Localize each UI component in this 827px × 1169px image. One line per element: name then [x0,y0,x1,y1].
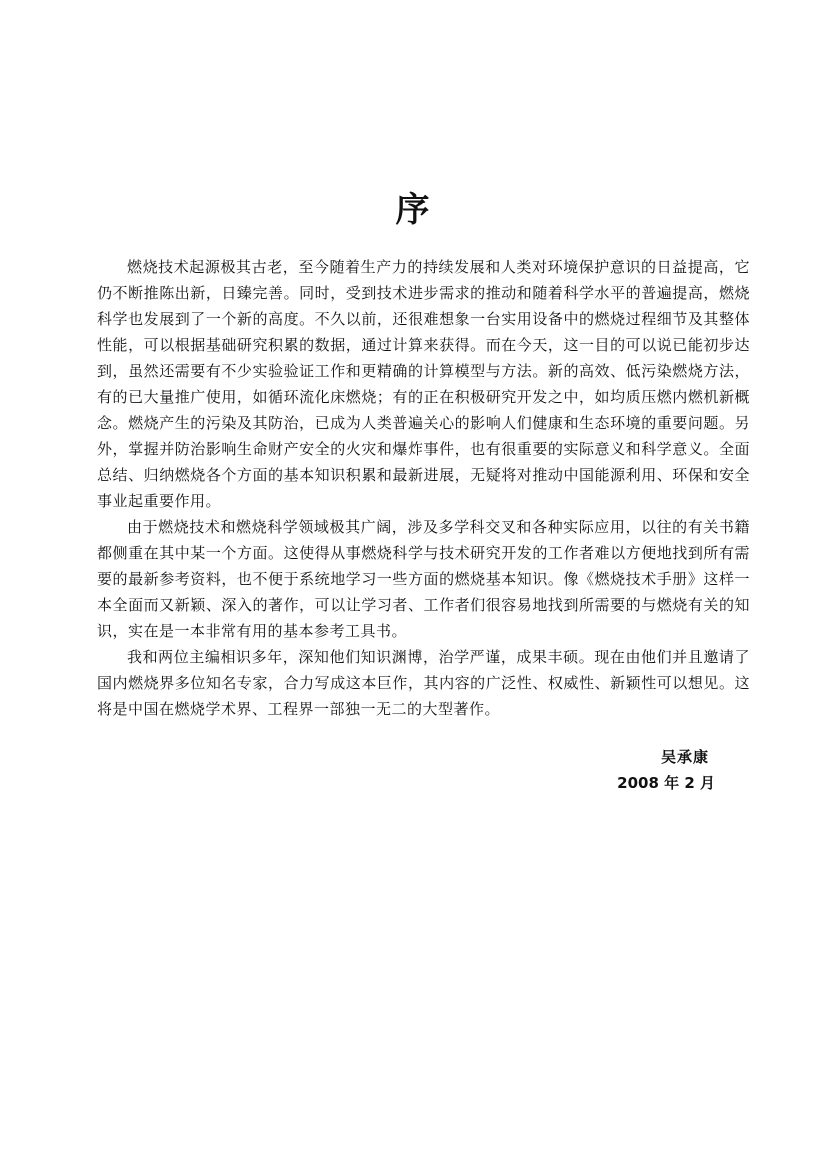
paragraph: 我和两位主编相识多年，深知他们知识渊博，治学严谨，成果丰硕。现在由他们并且邀请了国内燃烧界多位知名专家，合力写成这本巨作，其内容的广泛性、权威性、新颖性可以想见。这将是中国在燃烧学术界、工程界一部独一无二的大型著作。 [97,648,750,718]
author-name: 吴承康 [660,748,709,766]
paragraph: 燃烧技术起源极其古老，至今随着生产力的持续发展和人类对环境保护意识的日益提高，它仍不断推陈出新，日臻完善。同时，受到技术进步需求的推动和随着科学水平的普遍提高，燃烧科学也发展到了一个新的高度。不久以前，还很难想象一台实用设备中的燃烧过程细节及其整体性能，可以根据基础研究积累的数据，通过计算来获得。而在今天，这一目的可以说已能初步达到，虽然还需要有不少实验验证工作和更精确的计算模型与方法。新的高效、低污染燃烧方法，有的已大量推广使用，如循环流化床燃烧；有的正在积极研究开发之中，如均质压燃内燃机新概念。燃烧产生的污染及其防治，已成为人类普遍关心的影响人们健康和生态环境的重要问题。另外，掌握并防治影响生命财产安全的火灾和爆炸事件，也有很重要的实际意义和科学意义。全面总结、归纳燃烧各个方面的基本知识积累和最新进展，无疑将对推动中国能源利用、环保和安全事业起重要作用。 [97,258,750,510]
page-title: 序 [395,190,432,230]
signature-date: 2008 年 2 月 [617,774,715,792]
paragraph: 由于燃烧技术和燃烧科学领域极其广阔，涉及多学科交叉和各种实际应用，以往的有关书籍都侧重在其中某一个方面。这使得从事燃烧科学与技术研究开发的工作者难以方便地找到所有需要的最新参考资料，也不便于系统地学习一些方面的燃烧基本知识。像《燃烧技术手册》这样一本全面而又新颖、深入的著作，可以让学习者、工作者们很容易地找到所需要的与燃烧有关的知识，实在是一本非常有用的基本参考工具书。 [97,518,750,640]
signature-block [617,744,715,796]
preface-body [97,254,750,722]
